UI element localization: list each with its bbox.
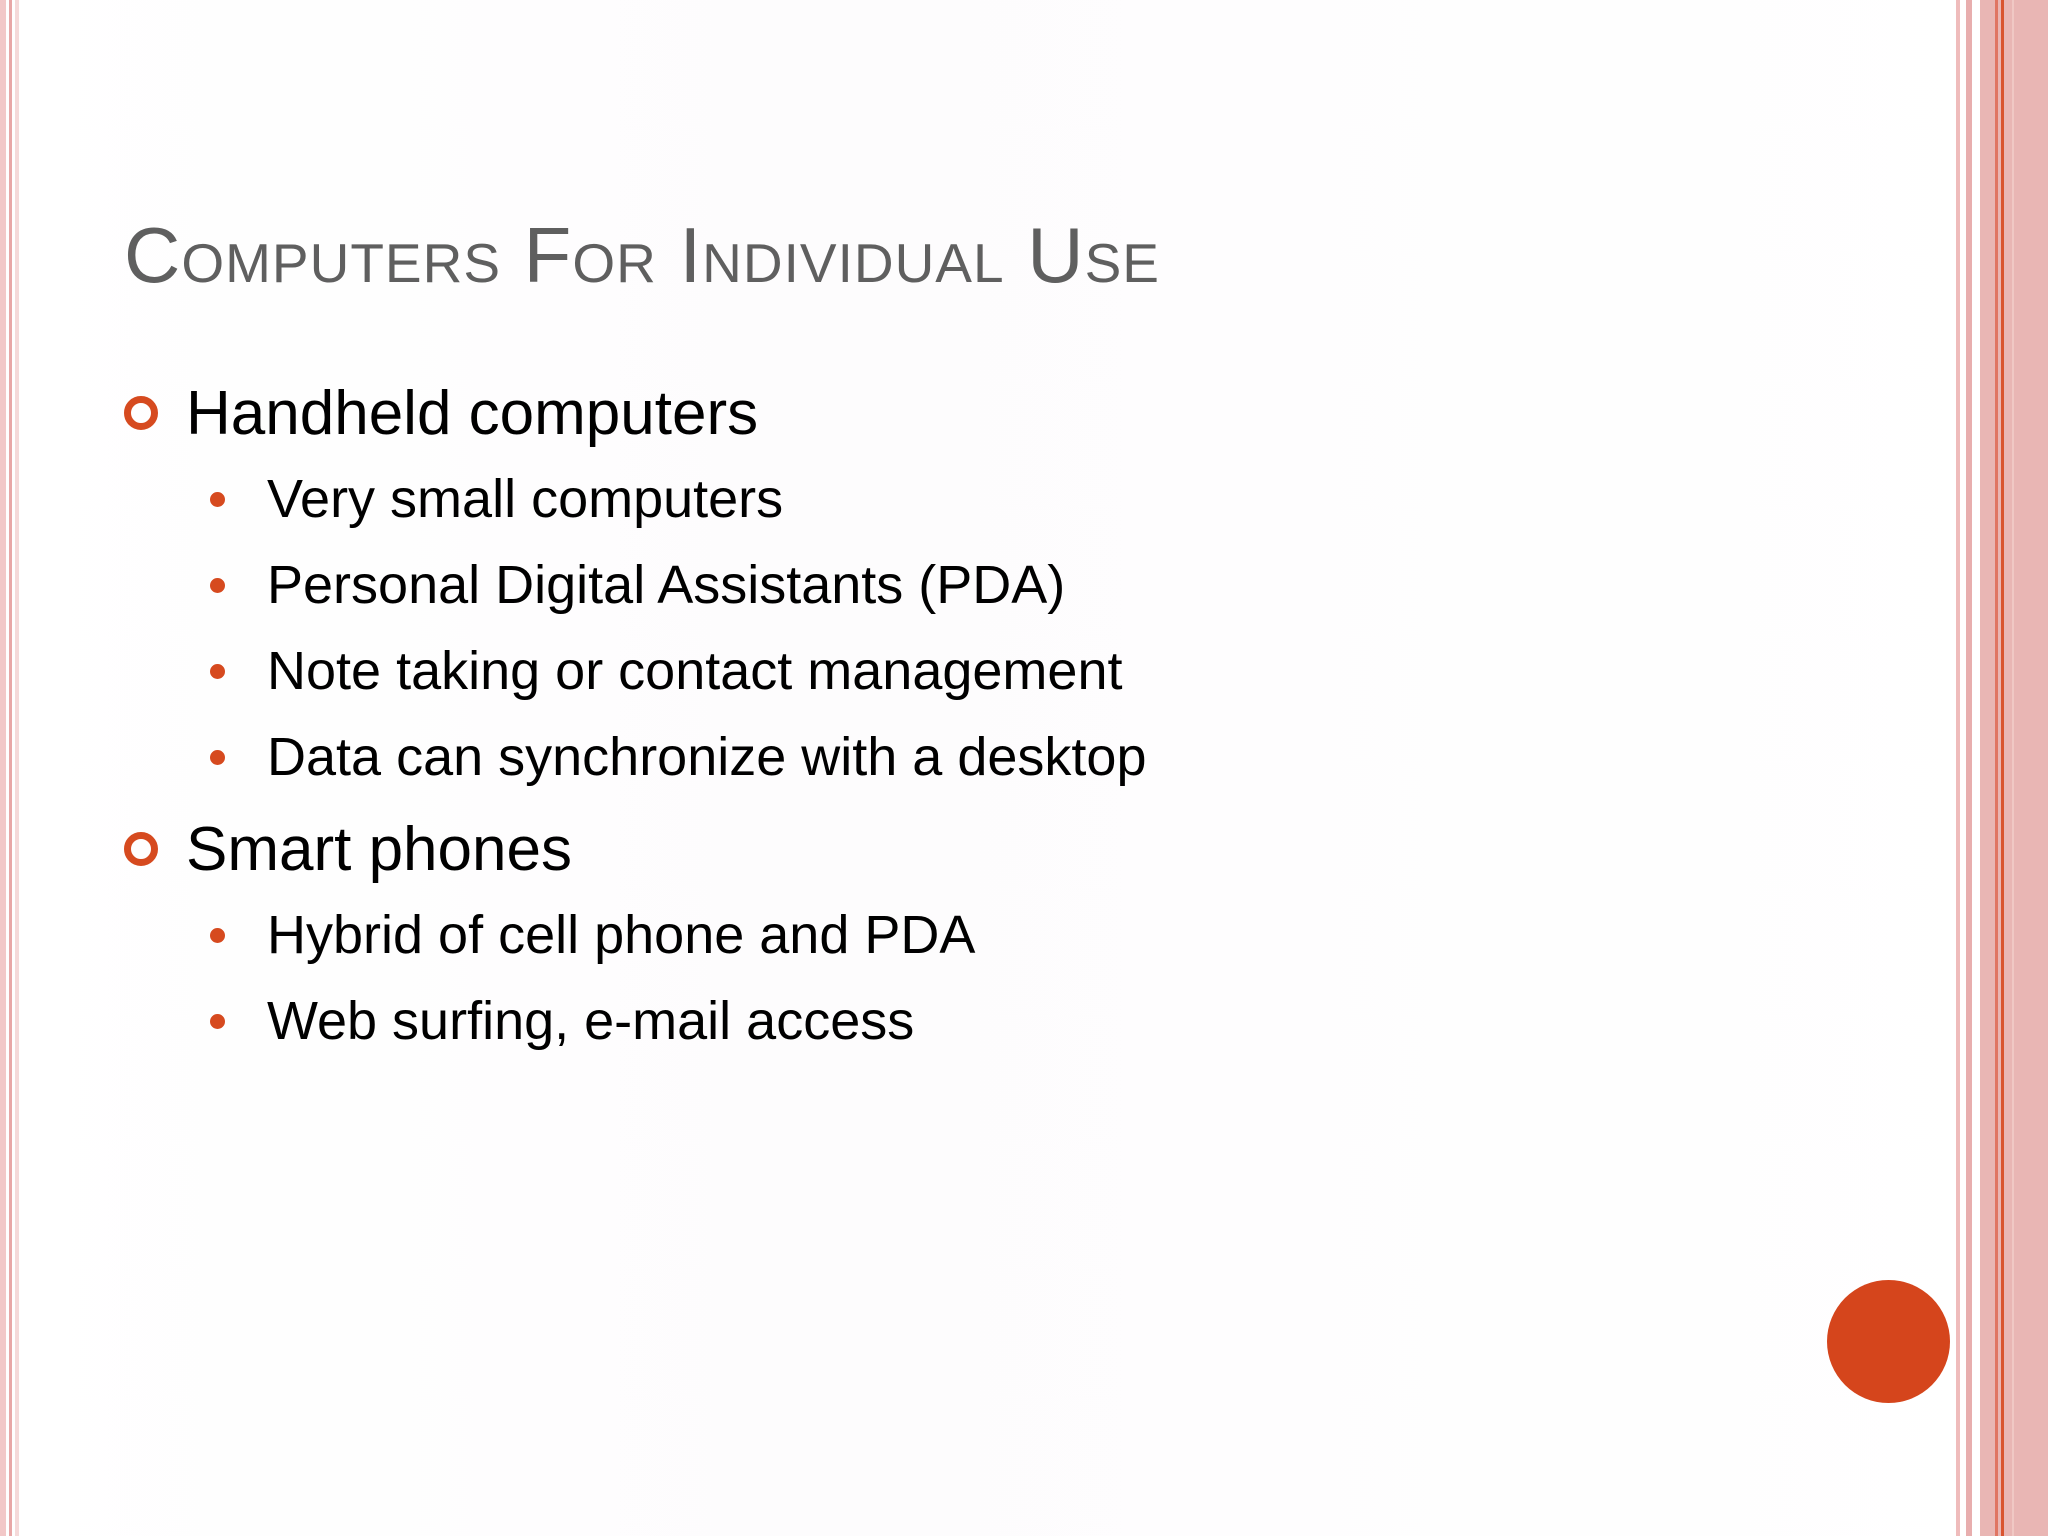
dot-bullet-icon — [210, 492, 225, 507]
bullet-level-1 — [124, 370, 1824, 456]
bullet-level-2 — [124, 892, 1824, 978]
left-border-line — [9, 0, 12, 1536]
decorative-circle — [1827, 1280, 1950, 1403]
dot-bullet-icon — [210, 664, 225, 679]
right-border-band — [1980, 0, 2048, 1536]
bullet-text: Note taking or contact management — [267, 641, 1123, 701]
bullet-level-1 — [124, 806, 1824, 892]
bullet-level-2 — [124, 714, 1824, 800]
bullet-text: Hybrid of cell phone and PDA — [267, 905, 976, 965]
bullet-text: Personal Digital Assistants (PDA) — [267, 555, 1066, 615]
bullet-level-2 — [124, 456, 1824, 542]
dot-bullet-icon — [210, 1014, 225, 1029]
section-heading: Handheld computers — [186, 378, 759, 448]
bullet-level-2 — [124, 542, 1824, 628]
right-border-line — [1995, 0, 1998, 1536]
bullet-level-2 — [124, 628, 1824, 714]
dot-bullet-icon — [210, 578, 225, 593]
left-border-line — [15, 0, 19, 1536]
right-border-line — [1966, 0, 1972, 1536]
bullet-text: Web surfing, e-mail access — [267, 991, 915, 1051]
dot-bullet-icon — [210, 928, 225, 943]
right-border-line — [2012, 0, 2014, 1536]
slide-title: Computers For Individual Use — [124, 211, 1160, 299]
bullet-level-2 — [124, 978, 1824, 1064]
ring-bullet-icon — [124, 396, 158, 430]
bullet-text: Data can synchronize with a desktop — [267, 727, 1147, 787]
right-border-line — [1956, 0, 1960, 1536]
dot-bullet-icon — [210, 750, 225, 765]
section-heading: Smart phones — [186, 814, 572, 884]
ring-bullet-icon — [124, 832, 158, 866]
right-border-line — [2001, 0, 2004, 1536]
left-border-line — [0, 0, 6, 1536]
bullet-list — [124, 370, 1824, 1064]
bullet-text: Very small computers — [267, 469, 784, 529]
